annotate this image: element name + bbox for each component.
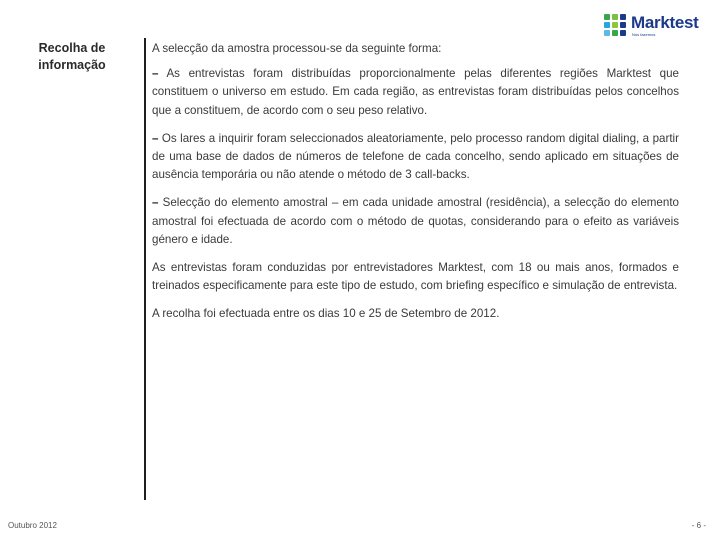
- vertical-divider: [144, 38, 146, 500]
- logo-square: [604, 14, 610, 20]
- bullet-text: Os lares a inquirir foram seleccionados aleatoriamente, pelo processo random digital dialing, a partir de uma base de dados de números de telefone de cada concelho, sendo aplicado em situações de ausência temporária ou não atende o método de 3 call-backs.: [152, 131, 679, 182]
- bullet-paragraph: [152, 130, 679, 185]
- bullet-paragraph: [152, 65, 679, 120]
- logo-square: [612, 14, 618, 20]
- logo-square: [612, 30, 618, 36]
- interviewers-paragraph: As entrevistas foram conduzidas por entrevistadores Marktest, com 18 ou mais anos, formados e treinados especificamente para este tipo de estudo, com briefing específico e simulação de entrevista.: [152, 261, 679, 293]
- section-title: Recolha de informação: [38, 41, 106, 72]
- dash-marker: –: [152, 196, 159, 210]
- logo-square: [604, 30, 610, 36]
- logo-wordmark: Marktest: [631, 13, 699, 32]
- dash-marker: –: [152, 131, 159, 145]
- dates-paragraph: A recolha foi efectuada entre os dias 10 e 25 de Setembro de 2012.: [152, 307, 500, 321]
- footer-date: Outubro 2012: [8, 521, 57, 530]
- logo-square: [620, 14, 626, 20]
- dash-marker: –: [152, 67, 159, 81]
- page-number: - 6 -: [691, 521, 706, 530]
- logo-square: [604, 22, 610, 28]
- logo-square: [620, 22, 626, 28]
- bullet-text: Selecção do elemento amostral – em cada unidade amostral (residência), a selecção do elemento amostral foi efectuada de acordo com o método de quotas, considerando para o efeito as variáveis género e idade.: [152, 196, 679, 246]
- logo-squares-icon: [604, 14, 630, 36]
- logo-square: [620, 30, 626, 36]
- logo-square: [612, 22, 618, 28]
- bullet-text: As entrevistas foram distribuídas proporcionalmente pelas diferentes regiões Marktest que constituem o universo em estudo. Em cada região, as entrevistas foram distribuídas pelos concelhos que a constituem, de acordo com o seu peso relativo.: [152, 67, 679, 117]
- main-content: [152, 40, 679, 334]
- logo-tagline: Nós fazemos: [632, 32, 656, 37]
- marktest-logo: [604, 13, 710, 41]
- intro-paragraph: A selecção da amostra processou-se da seguinte forma:: [152, 42, 442, 55]
- bullet-paragraph: [152, 194, 679, 249]
